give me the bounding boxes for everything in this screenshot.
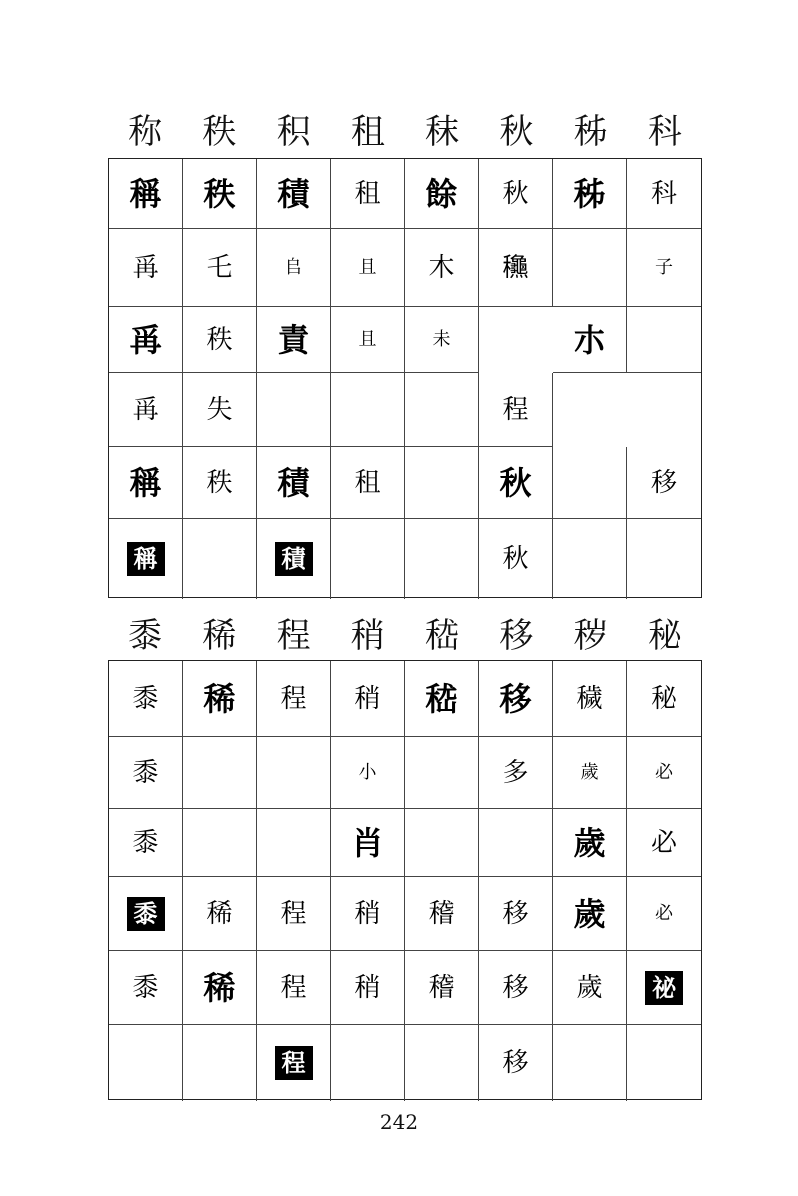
- header-char: 秽: [573, 616, 608, 656]
- table-cell: [109, 877, 183, 951]
- table-cell: [627, 373, 701, 447]
- table-cell: [405, 229, 479, 307]
- table-cell: [553, 519, 627, 599]
- header-char: 秋: [499, 112, 534, 152]
- character-glyph: 稍: [354, 972, 381, 1003]
- character-glyph: 爯: [132, 394, 159, 425]
- table-cell: [405, 877, 479, 951]
- character-glyph: 𥤚: [502, 252, 529, 283]
- character-glyph: 程: [280, 683, 307, 714]
- character-glyph: 且: [358, 328, 377, 350]
- table-cell: [405, 1025, 479, 1101]
- table-cell: [331, 307, 405, 373]
- character-glyph: 黍: [132, 972, 159, 1003]
- table-cell: [479, 737, 553, 809]
- header-char: 程: [276, 616, 311, 656]
- header-char: 秘: [647, 616, 682, 656]
- character-glyph: 稀: [206, 898, 233, 929]
- character-glyph: 黍: [132, 827, 159, 858]
- table-cell: [109, 447, 183, 519]
- character-glyph: 租: [354, 178, 381, 209]
- table-cell: [109, 229, 183, 307]
- table-cell: [627, 877, 701, 951]
- table-cell: [627, 1025, 701, 1101]
- character-glyph: 秩: [206, 324, 233, 355]
- table-cell: [257, 447, 331, 519]
- table-cell: [627, 159, 701, 229]
- table-cell: [553, 307, 627, 373]
- character-glyph: 移: [650, 467, 677, 498]
- character-glyph: 程: [275, 1046, 313, 1080]
- character-glyph: 秋: [502, 544, 529, 574]
- table-cell: [183, 519, 257, 599]
- character-glyph: 且: [358, 256, 377, 278]
- table-cell: [257, 877, 331, 951]
- character-glyph: 歲: [573, 823, 606, 862]
- character-glyph: 歲: [580, 761, 599, 783]
- table-cell: [331, 519, 405, 599]
- table-cell: [109, 951, 183, 1025]
- header-char: 秩: [202, 112, 237, 152]
- character-glyph: 秩: [206, 467, 233, 498]
- character-glyph: 餘: [425, 174, 458, 213]
- table-cell: [331, 373, 405, 447]
- table-cell: [627, 661, 701, 737]
- character-glyph: 積: [277, 463, 310, 502]
- character-glyph: 科: [650, 178, 677, 209]
- table-cell: [331, 447, 405, 519]
- table-cell: [183, 447, 257, 519]
- table-cell: [553, 373, 627, 447]
- table-cell: [627, 519, 701, 599]
- character-glyph: 秘: [650, 683, 677, 714]
- character-glyph: 未: [432, 328, 451, 350]
- character-glyph: 租: [354, 467, 381, 498]
- character-glyph: 秋: [502, 178, 529, 209]
- table-cell: [405, 447, 479, 519]
- character-glyph: 歲: [573, 894, 606, 933]
- bottom-character-table: [108, 660, 702, 1100]
- character-glyph: 責: [277, 320, 310, 359]
- table-cell: [331, 809, 405, 877]
- character-glyph: 移: [502, 972, 529, 1003]
- table-cell: [109, 737, 183, 809]
- character-glyph: 秭: [573, 174, 606, 213]
- table-cell: [479, 519, 553, 599]
- table-cell: [183, 229, 257, 307]
- table-cell: [479, 1025, 553, 1101]
- table-cell: [331, 951, 405, 1025]
- header-char: 移: [499, 616, 534, 656]
- table-cell: [183, 159, 257, 229]
- character-glyph: 肖: [351, 823, 384, 862]
- header-char: 黍: [128, 616, 163, 656]
- table-cell: [331, 1025, 405, 1101]
- header-char: 积: [276, 112, 311, 152]
- table-cell: [553, 447, 627, 519]
- character-glyph: 木: [428, 252, 455, 283]
- character-glyph: 黍: [127, 897, 165, 931]
- character-glyph: 歲: [576, 972, 603, 1003]
- table-cell: [331, 661, 405, 737]
- header-char: 科: [647, 112, 682, 152]
- table-cell: [553, 1025, 627, 1101]
- table-cell: [553, 737, 627, 809]
- table-cell: [257, 229, 331, 307]
- character-glyph: 移: [499, 679, 532, 718]
- character-glyph: 必: [650, 827, 677, 858]
- header-char: 秭: [573, 112, 608, 152]
- character-glyph: 穢: [576, 683, 603, 714]
- page-number: 242: [379, 1110, 419, 1134]
- table-cell: [331, 229, 405, 307]
- table-cell: [479, 159, 553, 229]
- table-cell: [553, 951, 627, 1025]
- table-cell: [405, 809, 479, 877]
- character-glyph: 嵇: [425, 679, 458, 718]
- character-glyph: 黍: [132, 757, 159, 788]
- header-char: 称: [128, 112, 163, 152]
- character-glyph: 稀: [203, 679, 236, 718]
- table-cell: [479, 809, 553, 877]
- table-cell: [405, 951, 479, 1025]
- table-cell: [479, 229, 553, 307]
- top-character-table: [108, 158, 702, 598]
- character-glyph: 秋: [499, 463, 532, 502]
- table-cell: [553, 877, 627, 951]
- character-glyph: 稍: [354, 898, 381, 929]
- table-cell: [109, 519, 183, 599]
- table-cell: [627, 951, 701, 1025]
- character-glyph: 稱: [127, 542, 165, 576]
- table-cell: [405, 661, 479, 737]
- character-glyph: 失: [206, 394, 233, 425]
- table-cell: [257, 373, 331, 447]
- table-cell: [183, 1025, 257, 1101]
- character-glyph: 秩: [203, 174, 236, 213]
- table-cell: [331, 159, 405, 229]
- table-cell: [627, 737, 701, 809]
- table-cell: [479, 877, 553, 951]
- table-cell: [479, 373, 553, 447]
- top-header-row: [108, 110, 702, 154]
- table-cell: [479, 307, 553, 373]
- table-cell: [405, 159, 479, 229]
- table-cell: [109, 1025, 183, 1101]
- table-cell: [405, 373, 479, 447]
- table-cell: [257, 951, 331, 1025]
- character-glyph: 程: [502, 394, 529, 425]
- table-cell: [479, 447, 553, 519]
- character-glyph: 積: [275, 542, 313, 576]
- bottom-header-row: [108, 614, 702, 658]
- character-glyph: 移: [502, 1048, 529, 1078]
- character-glyph: 子: [655, 256, 673, 278]
- header-char: 秣: [425, 112, 460, 152]
- table-cell: [257, 159, 331, 229]
- table-cell: [183, 877, 257, 951]
- character-glyph: 移: [502, 898, 529, 929]
- table-cell: [627, 447, 701, 519]
- table-cell: [109, 307, 183, 373]
- character-glyph: 積: [277, 174, 310, 213]
- table-cell: [331, 877, 405, 951]
- table-cell: [183, 809, 257, 877]
- table-cell: [183, 661, 257, 737]
- character-glyph: 祕: [645, 971, 683, 1005]
- table-cell: [627, 809, 701, 877]
- character-glyph: 稽: [428, 972, 455, 1003]
- table-cell: [183, 373, 257, 447]
- table-cell: [109, 661, 183, 737]
- table-cell: [183, 737, 257, 809]
- table-cell: [479, 951, 553, 1025]
- header-char: 租: [350, 112, 385, 152]
- table-cell: [553, 809, 627, 877]
- header-char: 稀: [202, 616, 237, 656]
- table-cell: [257, 661, 331, 737]
- table-cell: [405, 737, 479, 809]
- character-glyph: 朩: [573, 320, 606, 359]
- header-char: 稍: [350, 616, 385, 656]
- table-cell: [405, 519, 479, 599]
- character-glyph: 黍: [132, 683, 159, 714]
- character-glyph: 程: [280, 898, 307, 929]
- table-cell: [257, 519, 331, 599]
- character-glyph: 必: [655, 761, 673, 783]
- table-cell: [405, 307, 479, 373]
- character-glyph: 稱: [129, 463, 162, 502]
- character-glyph: 乇: [206, 252, 233, 283]
- table-cell: [109, 809, 183, 877]
- character-glyph: 爯: [132, 252, 159, 283]
- character-glyph: 多: [502, 757, 529, 788]
- table-cell: [257, 737, 331, 809]
- table-cell: [627, 307, 701, 373]
- character-glyph: 稀: [203, 968, 236, 1007]
- character-glyph: 稽: [428, 898, 455, 929]
- table-cell: [109, 373, 183, 447]
- table-cell: [553, 229, 627, 307]
- character-glyph: 小: [358, 761, 377, 783]
- table-cell: [479, 661, 553, 737]
- table-cell: [257, 307, 331, 373]
- table-cell: [257, 1025, 331, 1101]
- table-cell: [183, 307, 257, 373]
- character-glyph: 必: [655, 902, 673, 924]
- table-cell: [553, 661, 627, 737]
- table-cell: [627, 229, 701, 307]
- table-cell: [553, 159, 627, 229]
- table-cell: [257, 809, 331, 877]
- character-glyph: 𠂤: [284, 256, 303, 278]
- character-glyph: 程: [280, 972, 307, 1003]
- table-cell: [183, 951, 257, 1025]
- character-glyph: 爯: [129, 320, 162, 359]
- character-glyph: 稱: [129, 174, 162, 213]
- table-cell: [331, 737, 405, 809]
- character-glyph: 稍: [354, 683, 381, 714]
- table-cell: [109, 159, 183, 229]
- header-char: 嵇: [425, 616, 460, 656]
